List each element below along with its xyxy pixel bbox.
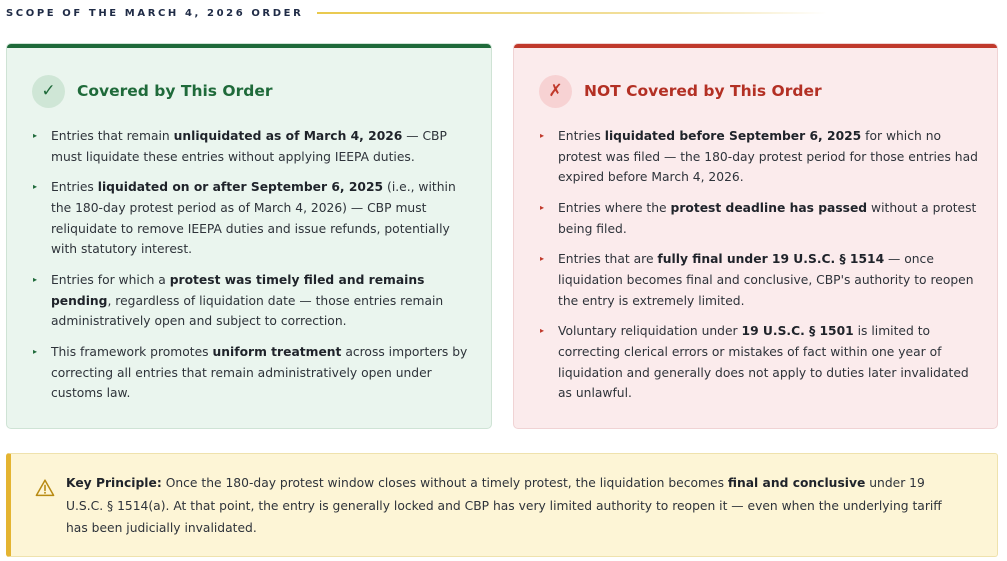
bold-text: liquidated on or after September 6, 2025: [97, 180, 384, 195]
not-covered-title: NOT Covered by This Order: [584, 82, 822, 100]
covered-panel: [6, 43, 492, 429]
bullet-icon: ▸: [540, 254, 545, 264]
bullet-icon: ▸: [33, 346, 38, 356]
bullet-icon: ▸: [33, 131, 38, 140]
text-run: for which no protest was filed — the 180-day protest period for those entries had expired before March 4, 2026.: [558, 129, 978, 185]
text-run: Voluntary reliquidation under: [558, 324, 742, 339]
covered-header: [32, 74, 273, 108]
list-item: [33, 126, 475, 167]
list-item: [33, 270, 475, 332]
bullet-icon: ▸: [33, 274, 38, 284]
text-run: Entries that remain: [51, 129, 174, 143]
text-run: Entries where the: [558, 200, 671, 215]
list-item: [33, 342, 475, 404]
bullet-icon: ▸: [33, 182, 38, 192]
bullet-icon: ▸: [540, 131, 545, 140]
bold-text: protest deadline has passed: [670, 200, 868, 215]
bold-text: Key Principle:: [66, 476, 162, 490]
text-run: This framework promotes: [51, 344, 213, 359]
x-mark-icon: ✗: [539, 75, 572, 108]
text-run: is limited to correcting clerical errors or mistakes of fact within one year of liquidation and generally does not apply to duties later invalidated as unlawful.: [558, 324, 969, 401]
list-item: [540, 321, 981, 403]
text-run: under 19 U.S.C. § 1514(a). At that point, the entry is generally locked and CBP has very limited authority to reopen it — even when the underlying tariff has been judicially invalidated.: [66, 476, 942, 535]
section-divider: [317, 12, 827, 14]
covered-accent-bar: [7, 44, 491, 48]
text-run: Once the 180-day protest window closes without a timely protest, the liquidation becomes: [161, 476, 728, 490]
key-principle-callout: [6, 453, 998, 557]
not-covered-header: [539, 74, 822, 108]
text-run: — once liquidation becomes final and conclusive, CBP's authority to reopen the entry is extremely limited.: [558, 252, 974, 308]
bold-text: final and conclusive: [727, 476, 866, 490]
list-item: [540, 198, 981, 239]
not-covered-panel: [513, 43, 998, 429]
bold-text: 19 U.S.C. § 1501: [741, 324, 854, 339]
list-item: [540, 249, 981, 311]
text-run: Entries for which a: [51, 272, 170, 287]
list-item: [540, 126, 981, 188]
text-run: Entries: [51, 180, 98, 195]
warning-triangle-icon: [35, 478, 55, 498]
text-run: without a protest being filed.: [558, 200, 977, 236]
check-icon: ✓: [32, 75, 65, 108]
not-covered-accent-bar: [514, 44, 997, 48]
bold-text: uniform treatment: [212, 344, 342, 359]
key-principle-text: [66, 472, 957, 540]
section-title: SCOPE OF THE MARCH 4, 2026 ORDER: [6, 7, 304, 19]
text-run: (i.e., within the 180-day protest period as of March 4, 2026) — CBP must reliquidate to remove IEEPA duties and issue refunds, potentially with statutory interest.: [51, 180, 456, 257]
bold-text: protest was timely filed and remains pending: [51, 272, 425, 308]
covered-list: [33, 126, 475, 414]
bold-text: liquidated before September 6, 2025: [604, 129, 862, 143]
text-run: , regardless of liquidation date — those entries remain administratively open and subject to correction.: [51, 293, 444, 329]
text-run: Entries: [558, 129, 605, 143]
list-item: [33, 177, 475, 259]
bullet-icon: ▸: [540, 202, 545, 212]
section-header: [6, 5, 999, 21]
text-run: Entries that are: [558, 252, 658, 267]
covered-title: Covered by This Order: [77, 82, 273, 100]
bold-text: fully final under 19 U.S.C. § 1514: [657, 252, 885, 267]
text-run: across importers by correcting all entries that remain administratively open under customs law.: [51, 344, 468, 401]
bullet-icon: ▸: [540, 326, 545, 336]
bold-text: unliquidated as of March 4, 2026: [173, 129, 403, 143]
text-run: — CBP must liquidate these entries without applying IEEPA duties.: [51, 129, 447, 164]
not-covered-list: [540, 126, 981, 414]
